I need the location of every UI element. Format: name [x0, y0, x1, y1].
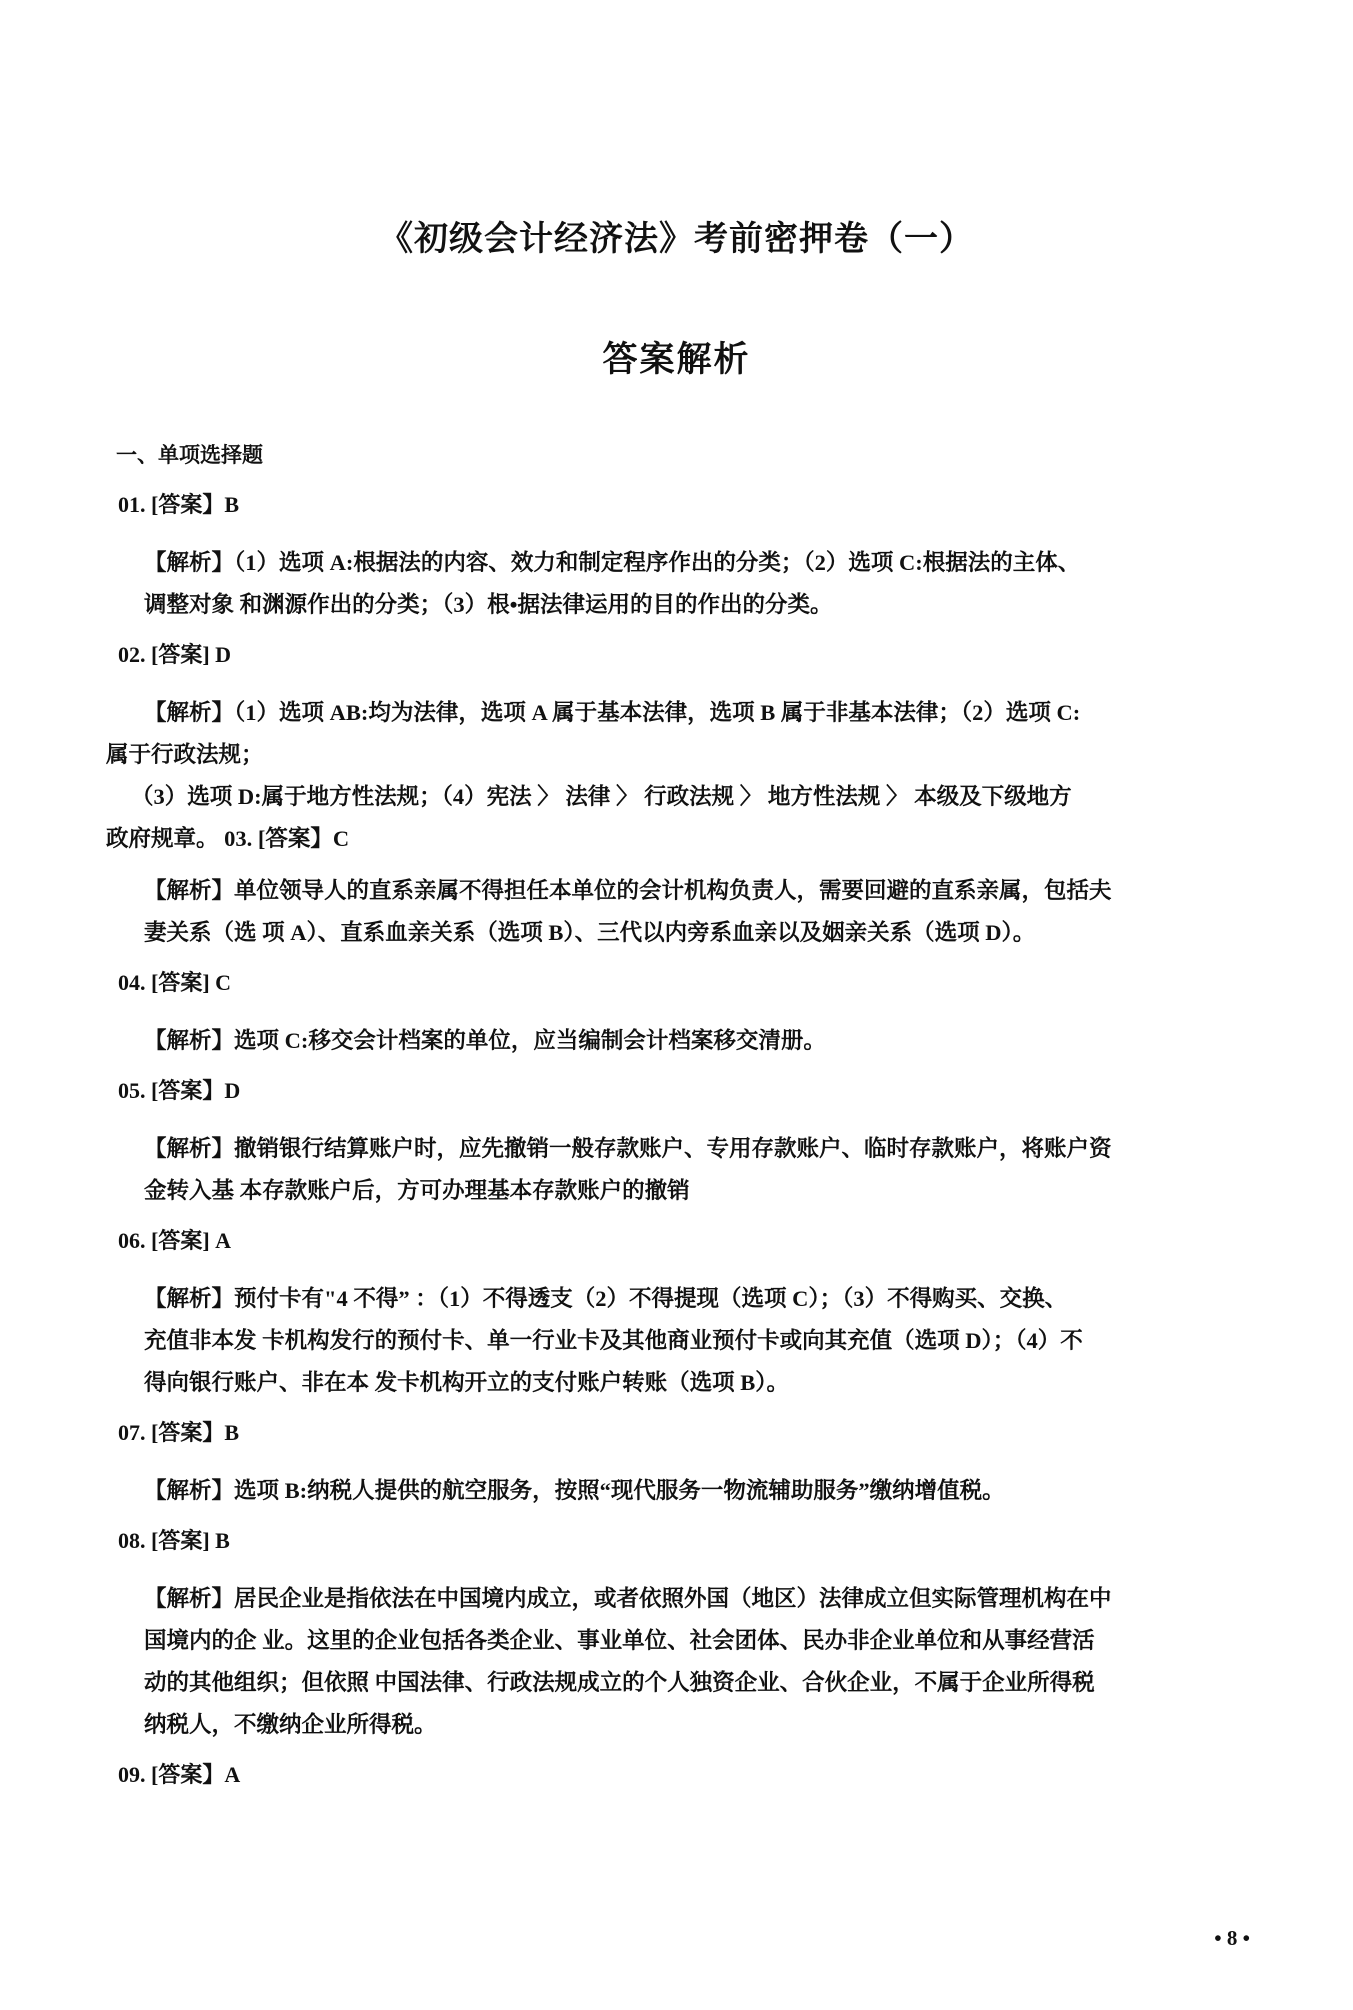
document-body [0, 434, 1353, 1802]
analysis-continuation-line: 政府规章。 03. [答案】C [106, 826, 350, 851]
analysis-continuation-line: 得向银行账户、非在本 发卡机构开立的支付账户转账（选项 B）。 [144, 1370, 790, 1395]
analysis-continuation-line: （3）选项 D:属于地方性法规；（4）宪法 〉 法律 〉 行政法规 〉 地方性法规 〉 本级及下级地方 [131, 784, 1072, 809]
analysis-line: 【解析】（1）选项 AB:均为法律，选项 A 属于基本法律，选项 B 属于非基本法律；（2）选项 C: [144, 700, 1081, 725]
answer-line: 01. [答案】B [118, 492, 240, 517]
analysis-continuation-line: 充值非本发 卡机构发行的预付卡、单一行业卡及其他商业预付卡或向其充值（选项 D）；（4）不 [144, 1328, 1083, 1353]
analysis-continuation-line: 国境内的企 业。这里的企业包括各类企业、事业单位、社会团体、民办非企业单位和从事经营活 [144, 1628, 1095, 1653]
analysis-line: 【解析】选项 C:移交会计档案的单位，应当编制会计档案移交清册。 [144, 1028, 826, 1053]
answer-line: 09. [答案】A [118, 1762, 241, 1787]
analysis-line: 【解析】单位领导人的直系亲属不得担任本单位的会计机构负责人，需要回避的直系亲属，包括夫 [144, 878, 1112, 903]
answer-line: 04. [答案] C [118, 970, 232, 995]
analysis-line: 【解析】居民企业是指依法在中国境内成立，或者依照外国（地区）法律成立但实际管理机构在中 [144, 1586, 1112, 1611]
analysis-continuation-line: 调整对象 和渊源作出的分类；（3）根•据法律运用的目的作出的分类。 [144, 592, 833, 617]
analysis-continuation-line: 金转入基 本存款账户后，方可办理基本存款账户的撤销 [144, 1178, 690, 1203]
analysis-continuation-line: 动的其他组织；但依照 中国法律、行政法规成立的个人独资企业、合伙企业，不属于企业所得税 [144, 1670, 1095, 1695]
section-heading: 一、单项选择题 [116, 443, 263, 467]
answer-line: 06. [答案] A [118, 1228, 232, 1253]
analysis-line: 【解析】预付卡有"4 不得” ：（1）不得透支（2）不得提现（选项 C）；（3）不得购买、交换、 [144, 1286, 1068, 1311]
analysis-line: 【解析】（1）选项 A:根据法的内容、效力和制定程序作出的分类；（2）选项 C:根据法的主体、 [144, 550, 1081, 575]
answer-line: 07. [答案】B [118, 1420, 240, 1445]
analysis-continuation-line: 属于行政法规； [106, 742, 264, 767]
answer-line: 02. [答案] D [118, 642, 232, 667]
answer-line: 05. [答案】D [118, 1078, 241, 1103]
document-subtitle: 答案解析 [602, 340, 751, 379]
analysis-line: 【解析】撤销银行结算账户时，应先撤销一般存款账户、专用存款账户、临时存款账户，将账户资 [144, 1136, 1112, 1161]
answer-line: 08. [答案] B [118, 1528, 230, 1553]
analysis-continuation-line: 纳税人，不缴纳企业所得税。 [144, 1712, 437, 1737]
analysis-continuation-line: 妻关系（选 项 A）、直系血亲关系（选项 B）、三代以内旁系血亲以及姻亲关系（选项 D）。 [144, 920, 1036, 945]
analysis-line: 【解析】选项 B:纳税人提供的航空服务，按照“现代服务一物流辅助服务”缴纳增值税。 [144, 1478, 1005, 1503]
page-number: • 8 • [1214, 1926, 1250, 1950]
document-title: 《初级会计经济法》考前密押卷（一） [379, 221, 974, 258]
